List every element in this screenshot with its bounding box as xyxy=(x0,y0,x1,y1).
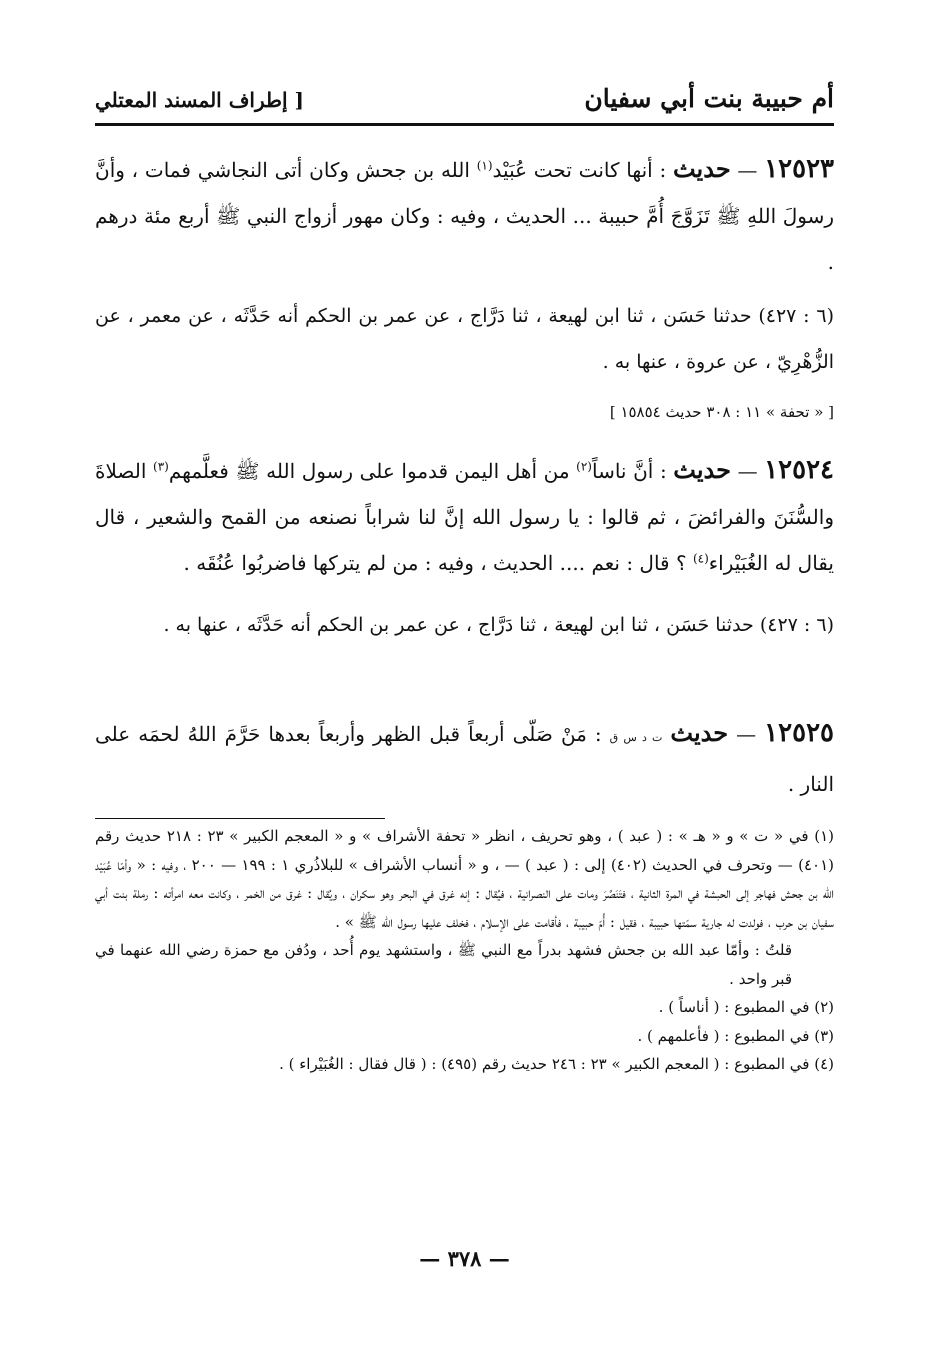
hadith-12523-text: ١٢٥٢٣ — حديث : أنها كانت تحت عُبَيْد$^{(١)}$ الله بن جحش وكان أتى النجاشي فمات ، وأنَّ رسولَ اللهِ ﷺ تَزَوَّجَ أُمَّ حبيبة ... الحديث ، وفيه : وكان مهور أزواج النبي ﷺ أربع مئة درهم . xyxy=(95,154,835,274)
hadith-text: من أهل اليمن قدموا على رسول الله ﷺ فعلَّمهم xyxy=(168,459,577,483)
footnote-1: (١) في « ت » و « هـ » : ( عبد ) ، وهو تحريف ، انظر « تحفة الأشراف » و « المعجم الكبير » ٢٣ : ٢١٨ حديث رقم (٤٠١) — وتحرف في الحديث (٤٠٢) إلى : ( عبد ) — ، و « أنساب الأشراف » للبلاذُري ١ : ١٩٩ — ٢٠٠ ، وفيه : « وأمّا عُبَيْد الله بن جحش فهاجر إلى الحبشة في المرة الثانية ، فتَنَصَّرَ ومات على النصرانية ، فيُقال : إنه غرق في البحر وهو سكران ، ويُقال : غرق من الخمر ، وكانت معه امرأته : رملة بنت أبي سفيان بن حرب ، فولدت له جارية سمّتها حبيبة ، فقيل : أُمّ حبيبة ، فأقامت على الإسلام ، فخلف عليها رسول الله ﷺ » . xyxy=(95,827,835,931)
hadith-number: ١٢٥٢٥ xyxy=(764,718,834,748)
hadith-sigla: ت د س ق xyxy=(609,731,663,744)
footnotes xyxy=(95,822,834,1079)
footnote-2: (٢) في المطبوع : ( أناساً ) . xyxy=(658,998,834,1016)
hadith-12525 xyxy=(95,710,834,807)
header-divider xyxy=(95,123,834,126)
footnote-divider xyxy=(95,818,385,819)
footnote-marker: (٤) xyxy=(692,551,709,566)
hadith-12523 xyxy=(95,146,834,285)
hadith-number: ١٢٥٢٣ xyxy=(764,154,835,184)
hadith-12525-text: ١٢٥٢٥ — حديث ت د س ق : مَنْ صَلّى أربعاً قبل الظهر وأربعاً بعدها حَرَّمَ اللهُ لحمَه على النار . xyxy=(95,718,834,796)
footnote-marker: (١) xyxy=(476,158,493,173)
hadith-12523-reference: [ « تحفة » ١١ : ٣٠٨ حديث ١٥٨٥٤ ] xyxy=(609,403,834,421)
hadith-12524 xyxy=(95,447,834,586)
hadith-text: : مَنْ صَلّى أربعاً قبل الظهر وأربعاً بعدها حَرَّمَ اللهُ لحمَه على النار . xyxy=(95,722,834,796)
footnote-3: (٣) في المطبوع : ( فأعلمهم ) . xyxy=(637,1026,834,1045)
hadith-text: : أنها كانت تحت عُبَيْد xyxy=(492,158,673,182)
hadith-label: حديث xyxy=(672,154,731,183)
running-title: أم حبيبة بنت أبي سفيان xyxy=(584,84,834,113)
footnote-marker: (٢) xyxy=(576,459,592,474)
hadith-label: حديث xyxy=(670,718,729,747)
hadith-text: : أنَّ ناساً xyxy=(591,459,674,483)
hadith-12524-source: (٦ : ٤٢٧) حدثنا حَسَن ، ثنا ابن لهيعة ، ثنا دَرَّاج ، عن عمر بن الحكم أنه حَدَّثَه ، عنها به . xyxy=(163,614,834,636)
hadith-12524-text: ١٢٥٢٤ — حديث : أنَّ ناساً$^{(٢)}$ من أهل اليمن قدموا على رسول الله ﷺ فعلَّمهم$^{(٣)}$ الصلاةَ والسُّنَنَ والفرائضَ ، ثم قالوا : يا رسول الله إنَّ لنا شراباً نصنعه من القمح والشعير ، قال يقال له الغُبَيْراء$^{(٤)}$ ؟ قال : نعم .... الحديث ، وفيه : من لم يتركها فاضربُوا عُنُقَه . xyxy=(95,455,834,575)
hadith-label: حديث xyxy=(673,455,731,484)
hadith-text: الله بن جحش وكان أتى النجاشي فمات ، وأنَّ رسولَ اللهِ ﷺ تَزَوَّجَ أُمَّ حبيبة ... الحديث ، وفيه : وكان مهور أزواج النبي ﷺ أربع مئة درهم . xyxy=(95,158,834,274)
hadith-text: الصلاةَ والسُّنَنَ والفرائضَ ، ثم قالوا : يا رسول الله إنَّ لنا شراباً نصنعه من القمح والشعير ، قال يقال له الغُبَيْراء xyxy=(95,459,834,575)
footnote-4: (٤) في المطبوع : ( المعجم الكبير » ٢٣ : ٢٤٦ حديث رقم (٤٩٥) : ( قال فقال : الغُبَيْراء ) . xyxy=(279,1055,834,1073)
hadith-text: ؟ قال : نعم .... الحديث ، وفيه : من لم يتركها فاضربُوا عُنُقَه . xyxy=(183,551,693,575)
hadith-12523-source: (٦ : ٤٢٧) حدثنا حَسَن ، ثنا ابن لهيعة ، ثنا دَرَّاج ، عن عمر بن الحكم أنه حَدَّثَه ، عن معمر ، عن الزُّهْرِيّ ، عن عروة ، عنها به . xyxy=(95,305,834,373)
footnote-marker: (٣) xyxy=(153,459,169,474)
footnote-1-note: قلتُ : وأمّا عبد الله بن جحش فشهد بدراً مع النبي ﷺ ، واستشهد يوم أُحد ، ودُفن مع حمزة رضي الله عنهما في قبر واحد . xyxy=(95,941,792,988)
book-title: [ إطراف المسند المعتلي xyxy=(95,88,304,112)
hadith-number: ١٢٥٢٤ xyxy=(764,455,834,485)
page-number: — ٣٧٨ — xyxy=(419,1246,510,1271)
